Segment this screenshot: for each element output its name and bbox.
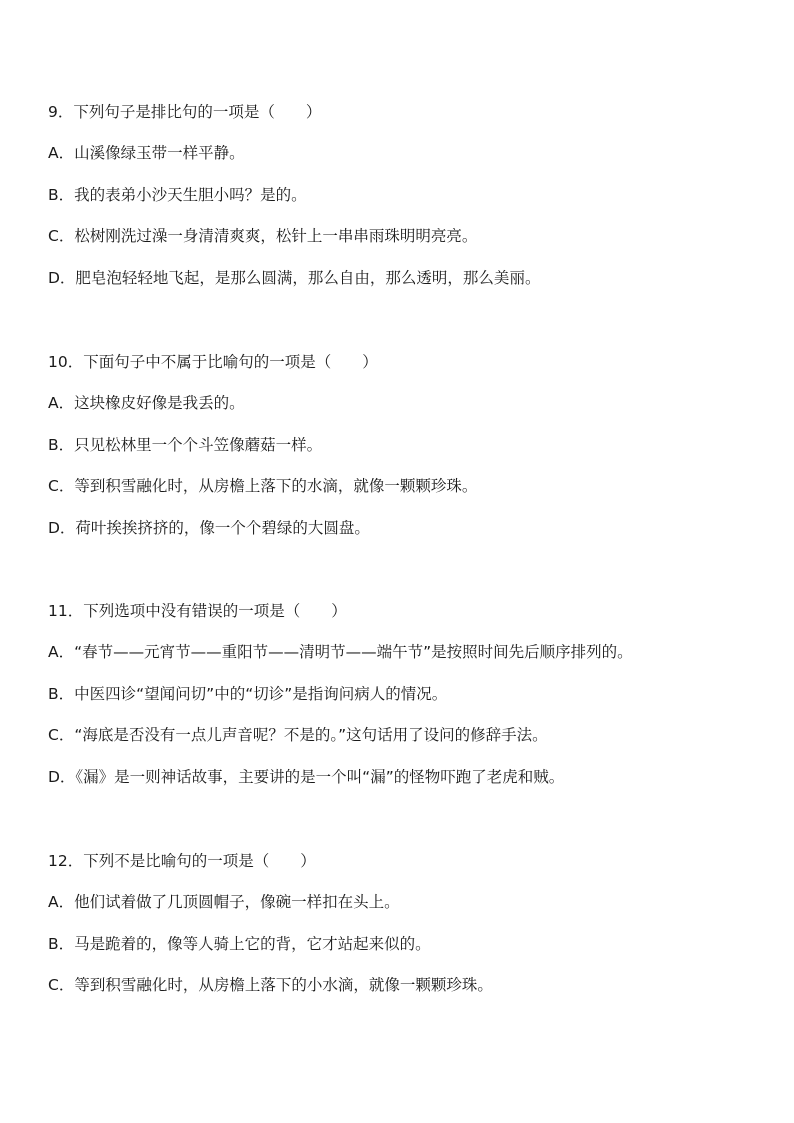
question-stem: 12．下列不是比喻句的一项是（ ） bbox=[48, 852, 316, 870]
question-11 bbox=[48, 601, 768, 787]
option-c: C．松树刚洗过澡一身清清爽爽，松针上一串串雨珠明明亮亮。 bbox=[48, 227, 478, 245]
option-b: B．只见松林里一个个斗笠像蘑菇一样。 bbox=[48, 435, 323, 454]
option-a: A．“春节——元宵节——重阳节——清明节——端午节”是按照时间先后顺序排列的。 bbox=[48, 643, 633, 661]
option-d: D．肥皂泡轻轻地飞起，是那么圆满，那么自由，那么透明，那么美丽。 bbox=[48, 268, 541, 287]
option-c: C．等到积雪融化时，从房檐上落下的小水滴，就像一颗颗珍珠。 bbox=[48, 976, 493, 994]
option-c: C．“海底是否没有一点儿声音呢？不是的。”这句话用了设问的修辞手法。 bbox=[48, 726, 548, 744]
option-a: A．这块橡皮好像是我丢的。 bbox=[48, 394, 245, 412]
question-stem: 11．下列选项中没有错误的一项是（ ） bbox=[48, 602, 347, 620]
option-b: B．我的表弟小沙天生胆小吗？是的。 bbox=[48, 185, 307, 204]
option-a: A．山溪像绿玉带一样平静。 bbox=[48, 144, 245, 162]
question-10 bbox=[48, 352, 768, 538]
question-stem: 10．下面句子中不属于比喻句的一项是（ ） bbox=[48, 353, 378, 371]
option-c: C．等到积雪融化时，从房檐上落下的水滴，就像一颗颗珍珠。 bbox=[48, 477, 478, 495]
option-b: B．中医四诊“望闻问切”中的“切诊”是指询问病人的情况。 bbox=[48, 684, 448, 703]
option-a: A．他们试着做了几顶圆帽子，像碗一样扣在头上。 bbox=[48, 893, 400, 911]
option-d: D．荷叶挨挨挤挤的，像一个个碧绿的大圆盘。 bbox=[48, 518, 370, 537]
option-d: D．《漏》是一则神话故事，主要讲的是一个叫“漏”的怪物吓跑了老虎和贼。 bbox=[48, 767, 565, 786]
option-b: B．马是跪着的，像等人骑上它的背，它才站起来似的。 bbox=[48, 934, 431, 953]
question-stem: 9．下列句子是排比句的一项是（ ） bbox=[48, 103, 322, 121]
question-9 bbox=[48, 102, 768, 288]
question-12 bbox=[48, 851, 768, 995]
